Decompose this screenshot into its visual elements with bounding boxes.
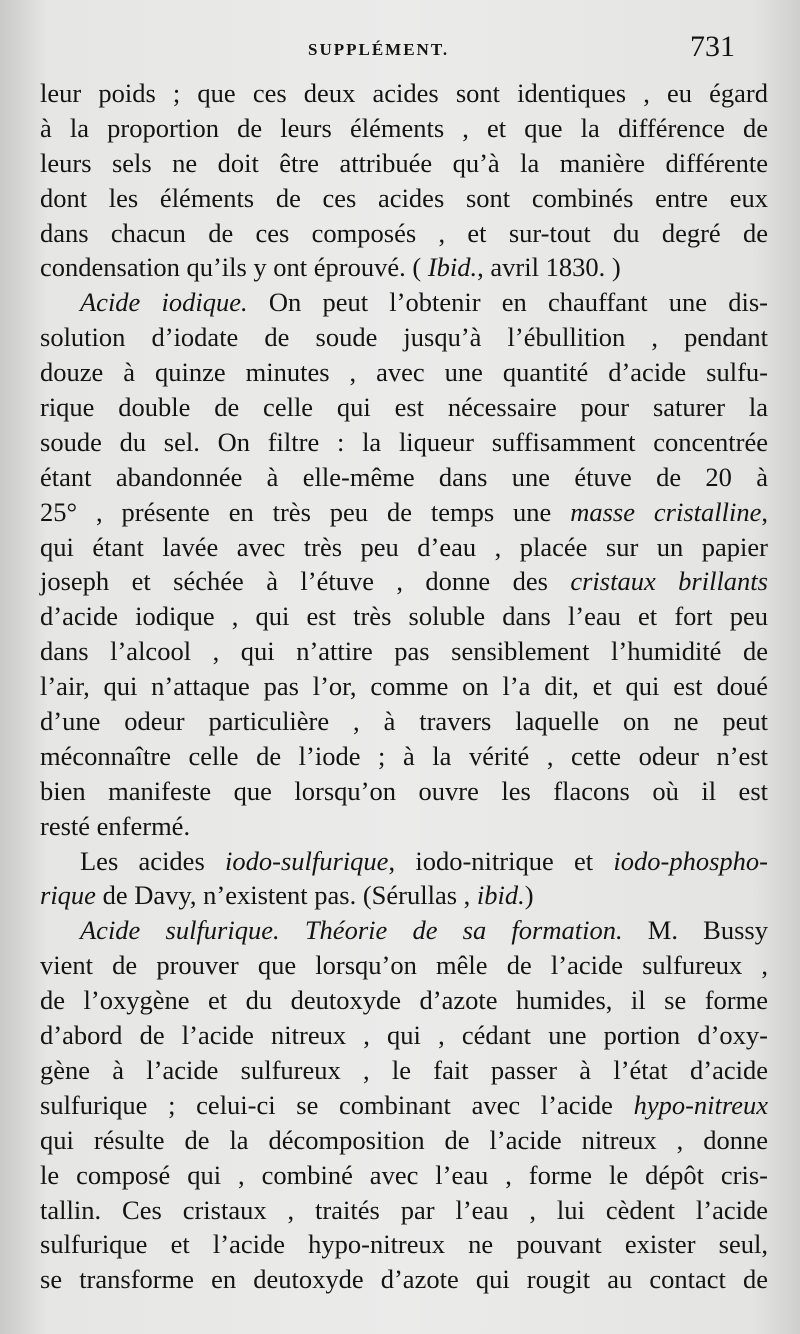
page-number: 731 bbox=[690, 30, 735, 63]
text-line: l’air, qui n’attaque pas l’or, comme on l’a dit, et qui est doué bbox=[40, 671, 768, 702]
paragraph-start-acide-iodique: Acide iodique. On peut l’obtenir en chauffant une dis- bbox=[80, 287, 769, 318]
text-line: dont les éléments de ces acides sont combinés entre eux bbox=[40, 182, 768, 213]
text-line: douze à quinze minutes , avec une quantité d’acide sulfu- bbox=[40, 357, 768, 388]
italic-term: iodo-phospho- bbox=[613, 845, 768, 876]
section-heading-acide-iodique: Acide iodique. bbox=[80, 287, 248, 318]
text-line: dans l’alcool , qui n’attire pas sensiblement l’humidité de bbox=[40, 636, 768, 667]
text-line: de l’oxygène et du deutoxyde d’azote humides, il se forme bbox=[40, 985, 768, 1016]
text-line: d’acide iodique , qui est très soluble dans l’eau et fort peu bbox=[40, 601, 768, 632]
text-line: se transforme en deutoxyde d’azote qui rougit au contact de bbox=[40, 1264, 768, 1295]
italic-citation: ibid. bbox=[476, 880, 525, 911]
italic-term: masse cristalline bbox=[570, 496, 762, 527]
text-line: condensation qu’ils y ont éprouvé. ( Ibid., avril 1830. ) bbox=[40, 252, 621, 283]
text-line: gène à l’acide sulfureux , le fait passer à l’état d’acide bbox=[40, 1054, 768, 1085]
text-line: solution d’iodate de soude jusqu’à l’ébullition , pendant bbox=[40, 322, 768, 353]
text-line: étant abandonnée à elle-même dans une étuve de 20 à bbox=[40, 461, 768, 492]
text-line: d’une odeur particulière , à travers laquelle on ne peut bbox=[40, 706, 768, 737]
text-line: vient de prouver que lorsqu’on mêle de l’acide sulfureux , bbox=[40, 950, 768, 981]
paragraph-start-iodo-acids: Les acides iodo-sulfurique, iodo-nitrique et iodo-phospho- bbox=[80, 845, 768, 876]
italic-term: iodo-sulfurique bbox=[225, 845, 389, 876]
text-line: qui résulte de la décomposition de l’acide nitreux , donne bbox=[40, 1124, 768, 1155]
text-line: bien manifeste que lorsqu’on ouvre les flacons où il est bbox=[40, 775, 768, 806]
text-line: resté enfermé. bbox=[40, 810, 191, 841]
text-line: dans chacun de ces composés , et sur-tout du degré de bbox=[40, 217, 768, 248]
running-head: SUPPLÉMENT. bbox=[308, 40, 450, 59]
page-header bbox=[0, 30, 800, 70]
italic-term: hypo-nitreux bbox=[633, 1089, 768, 1120]
text-line: tallin. Ces cristaux , traités par l’eau , lui cèdent l’acide bbox=[40, 1194, 768, 1225]
paragraph-start-acide-sulfurique: Acide sulfurique. Théorie de sa formation. M. Bussy bbox=[80, 915, 768, 946]
text-line: à la proportion de leurs éléments , et que la différence de bbox=[40, 112, 768, 143]
text-line: sulfurique et l’acide hypo-nitreux ne pouvant exister seul, bbox=[40, 1229, 768, 1260]
text-line: leurs sels ne doit être attribuée qu’à la manière différente bbox=[40, 147, 768, 178]
text-line: sulfurique ; celui-ci se combinant avec l’acide hypo-nitreux bbox=[40, 1089, 768, 1120]
body-text bbox=[40, 76, 768, 1297]
text-line: d’abord de l’acide nitreux , qui , cédant une portion d’oxy- bbox=[40, 1020, 768, 1051]
italic-term: rique bbox=[40, 880, 96, 911]
text-line: 25° , présente en très peu de temps une masse cristalline, bbox=[40, 496, 768, 527]
text-line: rique double de celle qui est nécessaire pour saturer la bbox=[40, 392, 768, 423]
text-line: le composé qui , combiné avec l’eau , forme le dépôt cris- bbox=[40, 1159, 768, 1190]
text-line: qui étant lavée avec très peu d’eau , placée sur un papier bbox=[40, 531, 768, 562]
italic-citation: Ibid. bbox=[427, 252, 478, 283]
text-line: leur poids ; que ces deux acides sont identiques , eu égard bbox=[40, 78, 768, 108]
text-line: soude du sel. On filtre : la liqueur suffisamment concentrée bbox=[40, 426, 768, 457]
text-line: rique de Davy, n’existent pas. (Sérullas , ibid.) bbox=[40, 880, 534, 911]
italic-term: cristaux brillants bbox=[570, 566, 768, 597]
text-line: joseph et séchée à l’étuve , donne des cristaux brillants bbox=[40, 566, 768, 597]
section-heading-acide-sulfurique: Acide sulfurique. Théorie de sa formation. bbox=[80, 915, 623, 946]
text-line: méconnaître celle de l’iode ; à la vérité , cette odeur n’est bbox=[40, 740, 768, 771]
